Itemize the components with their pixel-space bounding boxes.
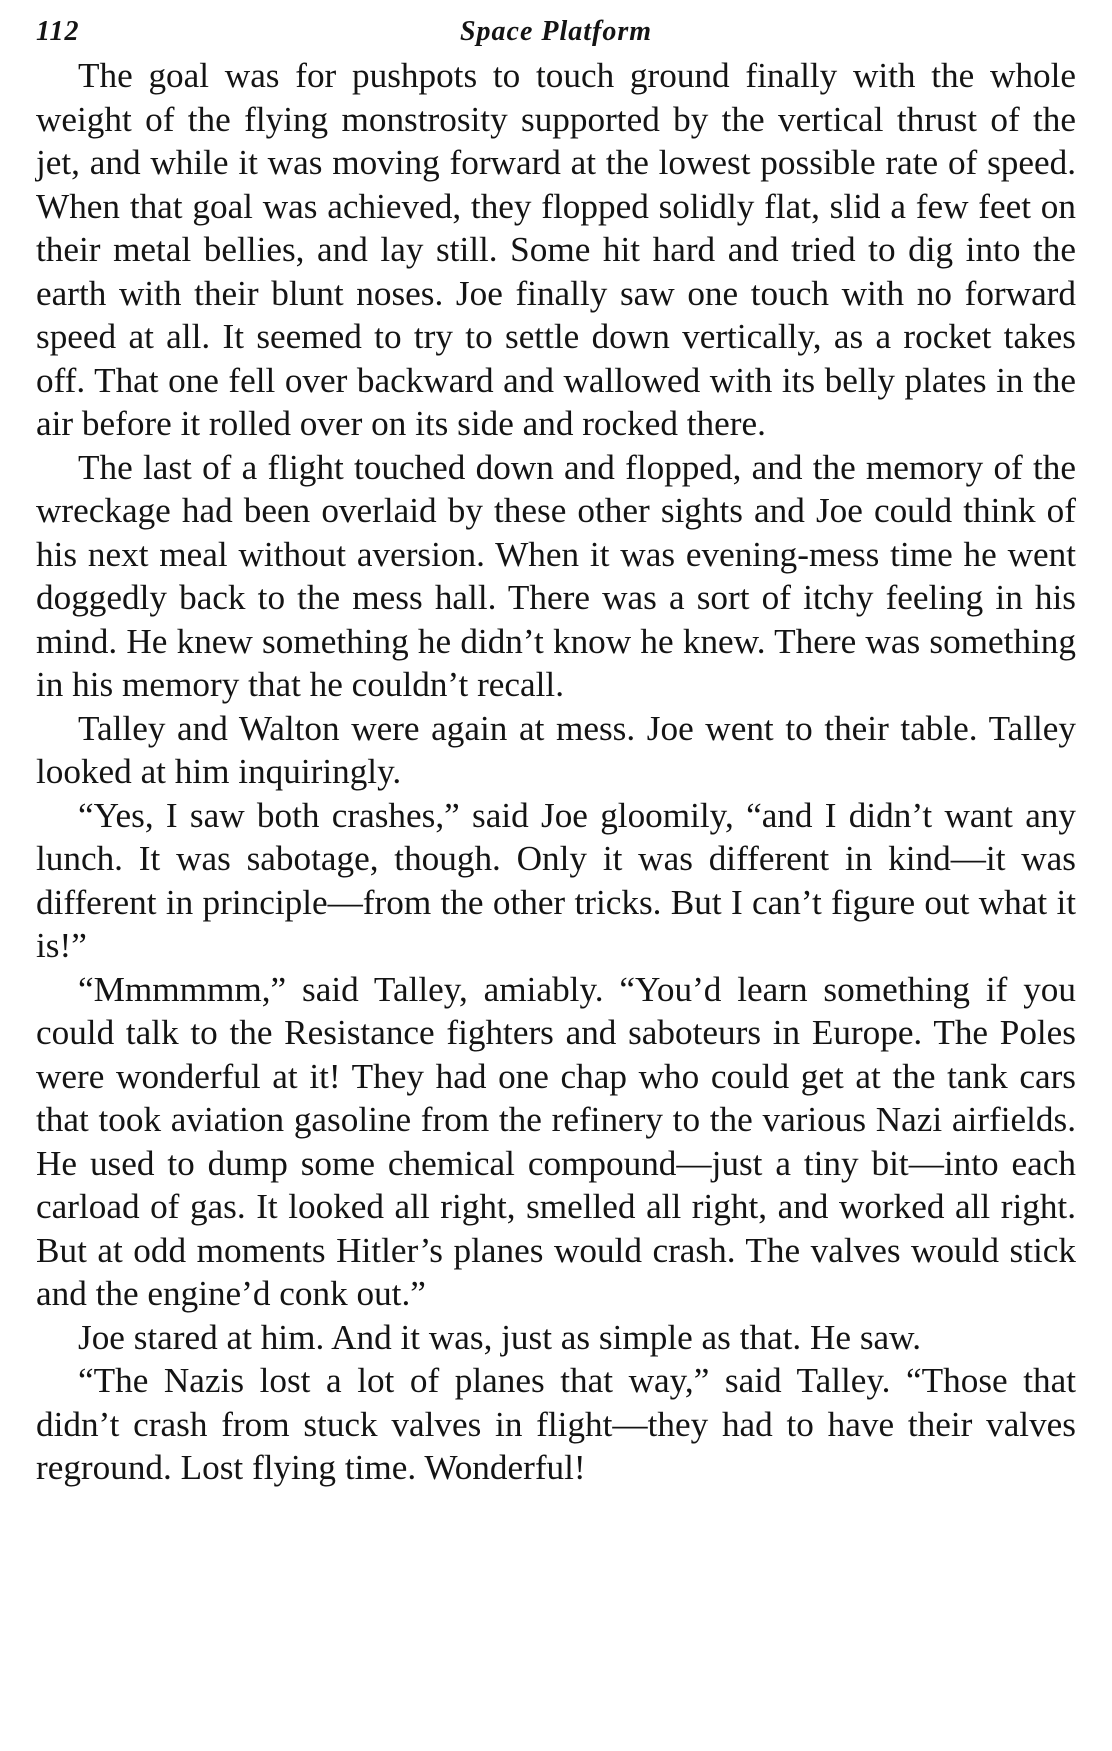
paragraph: The last of a flight touched down and flopped, and the memory of the wreckage had been overlaid by these other sights and Joe could think of his next meal without aversion. When it was evening-mess time he went doggedly back to the mess hall. There was a sort of itchy feeling in his mind. He knew something he didn’t know he knew. There was something in his memory that he couldn’t recall. [36, 447, 1076, 704]
paragraph: “Mmmmmm,” said Talley, amiably. “You’d learn something if you could talk to the Resistance fighters and saboteurs in Europe. The Poles were wonderful at it! They had one chap who could get at the tank cars that took aviation gasoline from the refinery to the various Nazi airfields. He used to dump some chemical compound—just a tiny bit—into each carload of gas. It looked all right, smelled all right, and worked all right. But at odd moments Hitler’s planes would crash. The valves would stick and the engine’d conk out.” [36, 969, 1076, 1313]
paragraph: Talley and Walton were again at mess. Joe went to their table. Talley looked at him inquiringly. [36, 708, 1076, 791]
paragraph: “The Nazis lost a lot of planes that way,” said Talley. “Those that didn’t crash from stuck valves in flight—they had to have their valves reground. Lost flying time. Wonderful! [36, 1361, 1076, 1487]
paragraph: Joe stared at him. And it was, just as simple as that. He saw. [78, 1317, 922, 1357]
page-number: 112 [36, 16, 80, 47]
page-header [36, 8, 1076, 54]
paragraph: “Yes, I saw both crashes,” said Joe gloomily, “and I didn’t want any lunch. It was sabotage, though. Only it was different in kind—it was different in principle—from the other tricks. But I can’t figure out what it is!” [36, 795, 1076, 965]
paragraph: The goal was for pushpots to touch ground finally with the whole weight of the flying monstrosity supported by the vertical thrust of the jet, and while it was moving forward at the lowest possible rate of speed. When that goal was achieved, they flopped solidly flat, slid a few feet on their metal bellies, and lay still. Some hit hard and tried to dig into the earth with their blunt noses. Joe finally saw one touch with no forward speed at all. It seemed to try to settle down vertically, as a rocket takes off. That one fell over backward and wallowed with its belly plates in the air before it rolled over on its side and rocked there. [36, 56, 1076, 443]
book-page [36, 8, 1076, 1490]
running-head: Space Platform [459, 16, 653, 47]
body-text [36, 54, 1076, 1490]
